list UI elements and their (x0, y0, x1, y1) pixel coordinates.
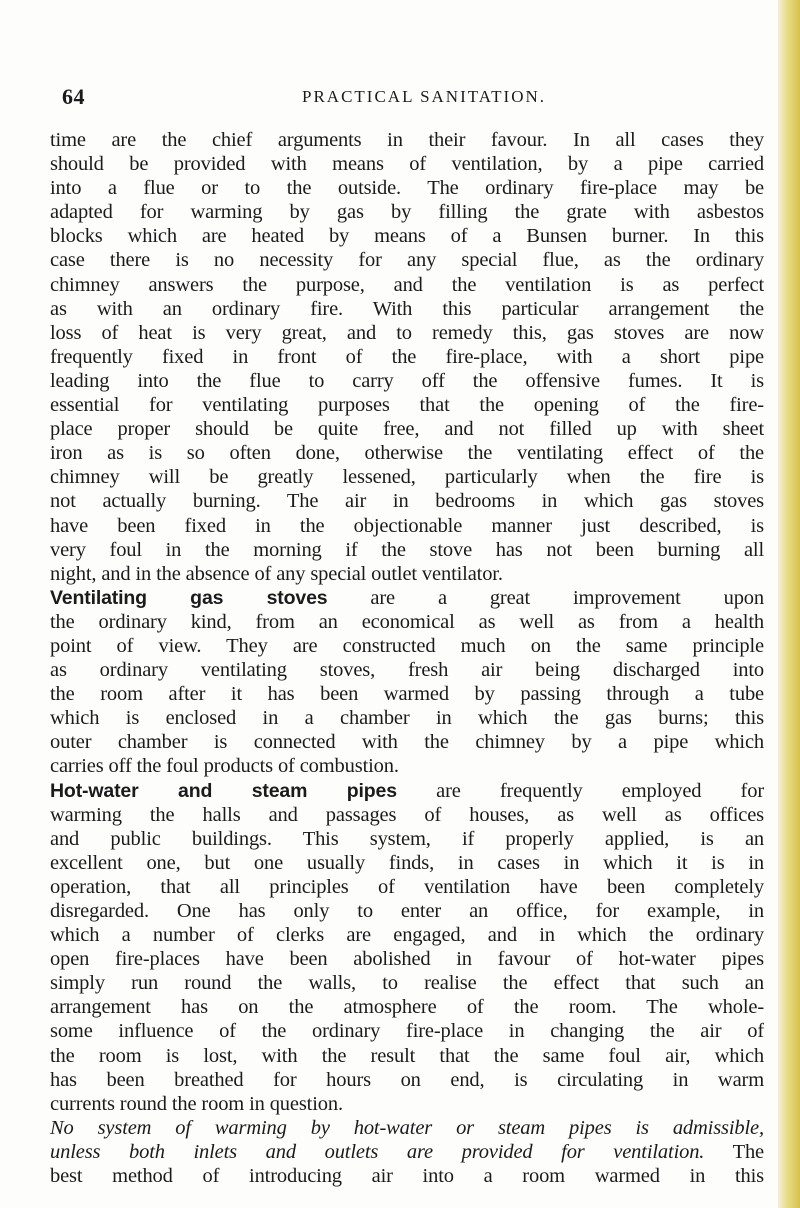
text-span: are a great improvement upon (370, 586, 764, 609)
text-line: not actually burning. The air in bedrooms in which gas stoves (50, 490, 764, 513)
text-line: has been breathed for hours on end, is circulating in warm (50, 1068, 764, 1091)
text-line: simply run round the walls, to realise the effect that such an (50, 972, 764, 995)
text-line: the room after it has been warmed by passing through a tube (50, 683, 764, 706)
text-line: carries off the foul products of combustion. (50, 755, 399, 778)
text-line: chimney will be greatly lessened, particularly when the fire is (50, 466, 764, 489)
text-line: best method of introducing air into a room warmed in this (50, 1165, 764, 1188)
text-line: open fire-places have been abolished in favour of hot-water pipes (50, 948, 764, 971)
text-line: the room is lost, with the result that the same foul air, which (50, 1044, 764, 1067)
text-line: chimney answers the purpose, and the ventilation is as perfect (50, 273, 764, 296)
text-line: adapted for warming by gas by filling the grate with asbestos (50, 201, 764, 224)
text-line: warming the halls and passages of houses, as well as offices (50, 803, 764, 826)
paragraph-start-hotwater (50, 779, 764, 803)
paragraph-start-ventilating (50, 586, 764, 610)
side-heading-ventilating: Ventilating gas stoves (50, 586, 328, 609)
text-line: essential for ventilating purposes that the opening of the fire- (50, 394, 764, 417)
text-line: as ordinary ventilating stoves, fresh air being discharged into (50, 659, 764, 682)
side-heading-hotwater: Hot-water and steam pipes (50, 779, 397, 802)
text-line: night, and in the absence of any special outlet ventilator. (50, 562, 503, 585)
text-line: iron as is so often done, otherwise the ventilating effect of the (50, 442, 764, 465)
italic-rule-line: No system of warming by hot-water or steam pipes is admissible, (50, 1116, 764, 1139)
text-line: disregarded. One has only to enter an office, for example, in (50, 900, 764, 922)
text-line: loss of heat is very great, and to remedy this, gas stoves are now (50, 321, 764, 344)
text-line: frequently fixed in front of the fire-place, with a short pipe (50, 345, 764, 368)
text-span: The (732, 1140, 764, 1163)
page-number: 64 (62, 84, 85, 109)
text-line: point of view. They are constructed much on the same principle (50, 634, 764, 657)
italic-rule-line-end (50, 1140, 764, 1164)
text-line: should be provided with means of ventilation, by a pipe carried (50, 153, 764, 176)
text-line: outer chamber is connected with the chimney by a pipe which (50, 731, 764, 754)
text-line: operation, that all principles of ventilation have been completely (50, 875, 764, 898)
text-line: into a flue or to the outside. The ordinary fire-place may be (50, 177, 764, 200)
text-line: currents round the room in question. (50, 1092, 343, 1115)
text-line: blocks which are heated by means of a Bunsen burner. In this (50, 225, 764, 248)
page-edge (778, 0, 800, 1208)
body-text (50, 128, 764, 1188)
page-header (62, 84, 762, 108)
text-line: time are the chief arguments in their favour. In all cases they (50, 129, 764, 151)
text-span: are frequently employed for (436, 779, 764, 802)
text-line: place proper should be quite free, and not filled up with sheet (50, 418, 764, 441)
text-line: very foul in the morning if the stove has not been burning all (50, 538, 764, 561)
text-line: case there is no necessity for any special flue, as the ordinary (50, 249, 764, 272)
text-line: leading into the flue to carry off the offensive fumes. It is (50, 369, 764, 392)
text-line: which is enclosed in a chamber in which the gas burns; this (50, 707, 764, 730)
text-line: the ordinary kind, from an economical as well as from a health (50, 610, 764, 633)
text-line: and public buildings. This system, if properly applied, is an (50, 827, 764, 850)
text-line: which a number of clerks are engaged, and in which the ordinary (50, 924, 764, 947)
italic-text: unless both inlets and outlets are provided for ventilation. (50, 1140, 705, 1163)
text-line: some influence of the ordinary fire-place in changing the air of (50, 1020, 764, 1043)
text-line: have been fixed in the objectionable manner just described, is (50, 514, 764, 537)
text-line: as with an ordinary fire. With this particular arrangement the (50, 297, 764, 320)
text-line: arrangement has on the atmosphere of the room. The whole- (50, 996, 764, 1019)
text-line: excellent one, but one usually finds, in cases in which it is in (50, 851, 764, 874)
running-head: PRACTICAL SANITATION. (302, 87, 547, 106)
